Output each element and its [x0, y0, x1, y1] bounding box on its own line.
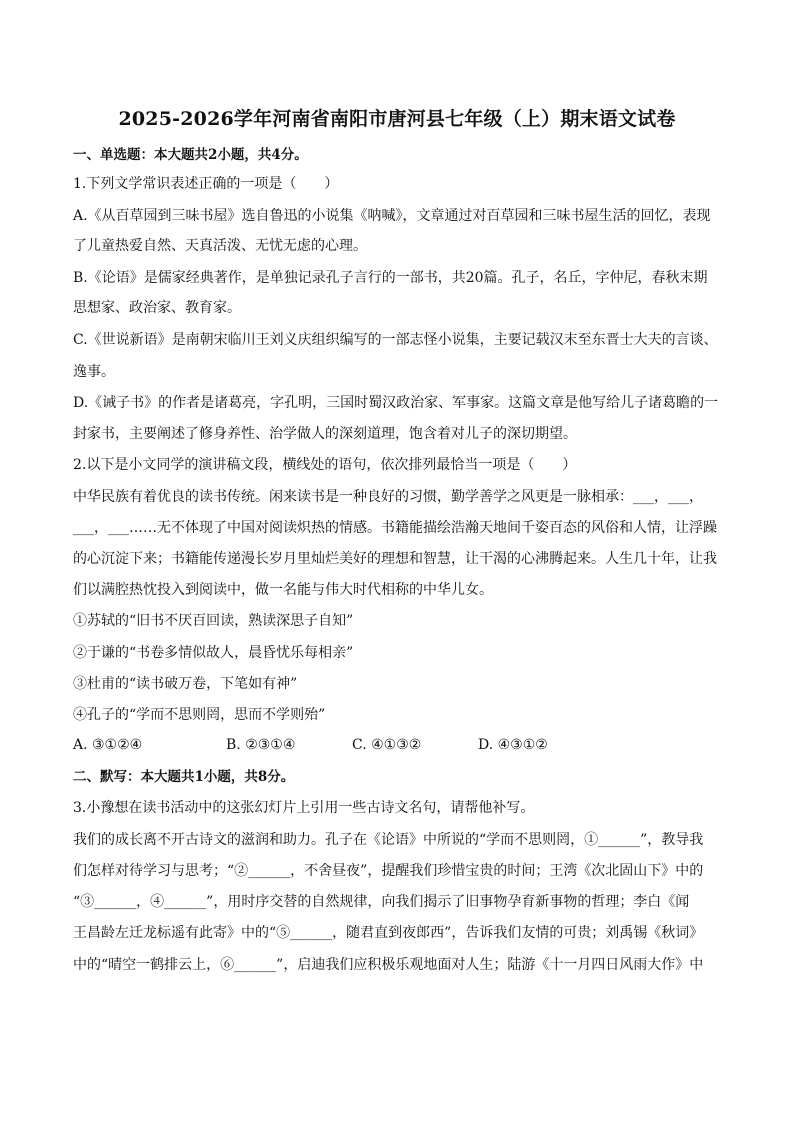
q1-option-c-line2: 逸事。 — [73, 364, 115, 380]
q2-sentence-4: ④孔子的“学而不思则罔，思而不学则殆” — [73, 707, 326, 723]
q1-option-b-line2: 思想家、政治家、教育家。 — [73, 300, 241, 316]
q2-sentence-3: ③杜甫的“读书破万卷，下笔如有神” — [73, 676, 298, 692]
section-heading-single-choice: 一、单选题：本大题共2小题，共4分。 — [73, 147, 308, 163]
q3-text-line2: 们怎样对待学习与思考；“②______，不舍昼夜”，提醒我们珍惜宝贵的时间；王湾《次北固山下》中的 — [73, 863, 704, 879]
q2-passage-line3: 的心沉淀下来；书籍能传递漫长岁月里灿烂美好的理想和智慧，让干渴的心沸腾起来。人生几十年，让我 — [73, 551, 717, 567]
q1-option-a-line1: A.《从百草园到三味书屋》选自鲁迅的小说集《呐喊》，文章通过对百草园和三味书屋生活的回忆，表现 — [73, 208, 711, 224]
q2-passage-line4: 们以满腔热忱投入到阅读中，做一名能与伟大时代相称的中华儿女。 — [73, 582, 493, 598]
q2-option-b[interactable]: B. ②③①④ — [226, 737, 296, 753]
q1-option-d-line1: D.《诫子书》的作者是诸葛亮，字孔明，三国时蜀汉政治家、军事家。这篇文章是他写给儿子诸葛瞻的一 — [73, 395, 719, 411]
section-heading-dictation: 二、默写：本大题共1小题，共8分。 — [73, 769, 295, 785]
q3-text-line4: 王昌龄左迁龙标遥有此寄》中的“⑤______，随君直到夜郎西”，告诉我们友情的可贵；刘禹锡《秋词》 — [73, 925, 704, 941]
q1-option-d-line2: 封家书，主要阐述了修身养性、治学做人的深刻道理，饱含着对儿子的深切期望。 — [73, 426, 577, 442]
q2-option-a[interactable]: A. ③①②④ — [73, 737, 143, 753]
q1-option-a-line2: 了儿童热爱自然、天真活泼、无忧无虑的心理。 — [73, 238, 367, 254]
q1-option-c-line1: C.《世说新语》是南朝宋临川王刘义庆组织编写的一部志怪小说集，主要记载汉末至东晋士大夫的言谈、 — [73, 332, 718, 348]
q2-option-c[interactable]: C. ④①③② — [352, 737, 422, 753]
q2-passage-line1: 中华民族有着优良的读书传统。闲来读书是一种良好的习惯，勤学善学之风更是一脉相承：___，___， — [73, 489, 703, 505]
q3-text-line1: 我们的成长离不开古诗文的滋润和助力。孔子在《论语》中所说的“学而不思则罔，①______”，教导我 — [73, 832, 704, 848]
q2-passage-line2: ___，___……无不体现了中国对阅读炽热的情感。书籍能描绘浩瀚天地间千姿百态的风俗和人情，让浮躁 — [73, 520, 717, 536]
question-1-stem: 1.下列文学常识表述正确的一项是（ ） — [73, 176, 339, 192]
q2-option-d[interactable]: D. ④③①② — [478, 737, 548, 753]
q2-sentence-2: ②于谦的“书卷多情似故人，晨昏忧乐每相亲” — [73, 645, 354, 661]
q1-option-b-line1: B.《论语》是儒家经典著作，是单独记录孔子言行的一部书，共20篇。孔子，名丘，字仲尼，春秋末期 — [73, 270, 708, 286]
question-3-stem: 3.小豫想在读书活动中的这张幻灯片上引用一些古诗文名句，请帮他补写。 — [73, 800, 535, 816]
exam-title: 2025-2026学年河南省南阳市唐河县七年级（上）期末语文试卷 — [118, 108, 676, 130]
question-2-stem: 2.以下是小文同学的演讲稿文段，横线处的语句，依次排列最恰当一项是（ ） — [73, 457, 577, 473]
q3-text-line5: 中的“晴空一鹤排云上，⑥______”，启迪我们应积极乐观地面对人生；陆游《十一月四日风雨大作》中 — [73, 957, 704, 973]
q3-text-line3: “③______，④______”，用时序交替的自然规律，向我们揭示了旧事物孕育新事物的哲理；李白《闻 — [73, 894, 690, 910]
q2-sentence-1: ①苏轼的“旧书不厌百回读，熟读深思子自知” — [73, 613, 354, 629]
